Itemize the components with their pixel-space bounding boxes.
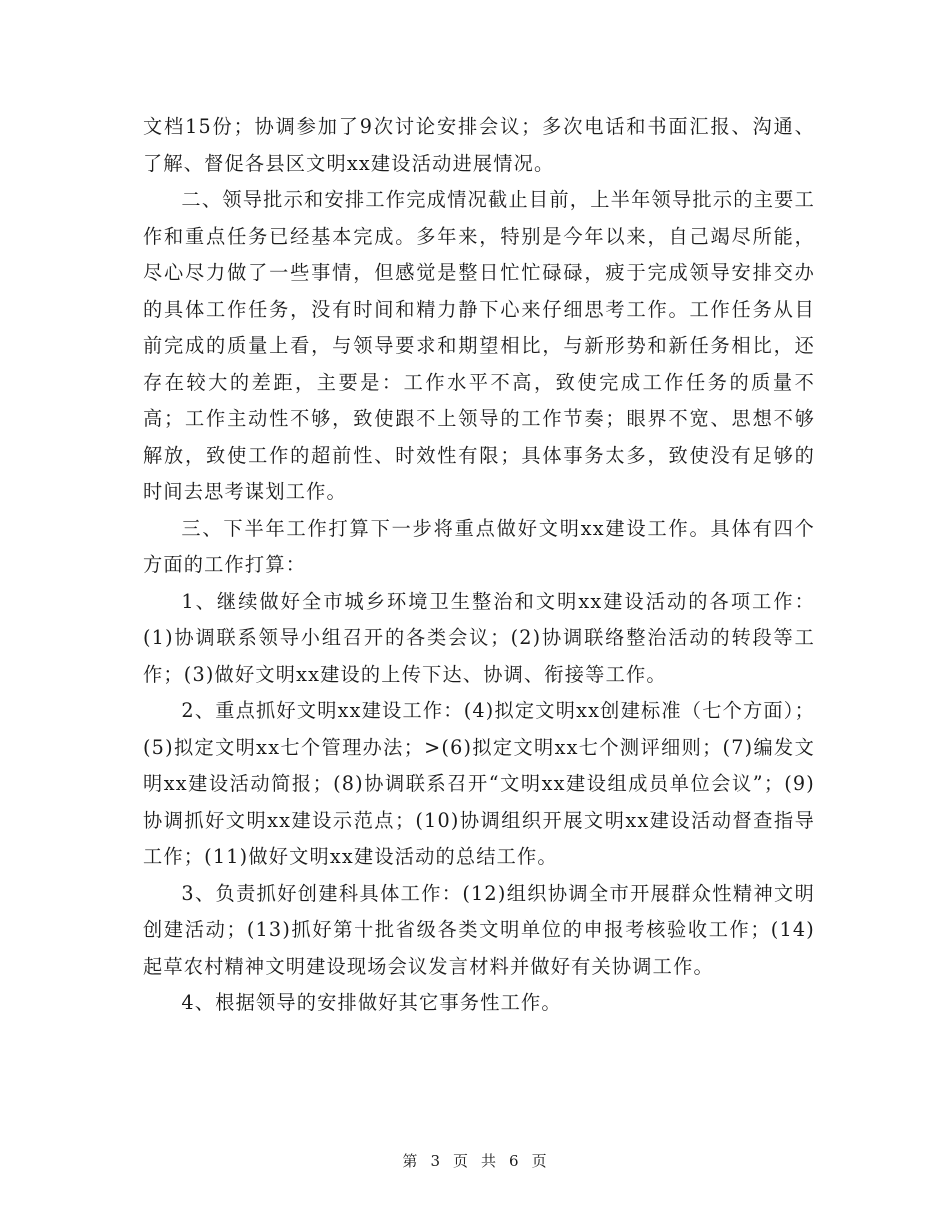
paragraph-item-three: 3、负责抓好创建科具体工作：(12)组织协调全市开展群众性精神文明创建活动；(13)抓好第十批省级各类文明单位的申报考核验收工作；(14)起草农村精神文明建设现场会议发言材料并做好有关协调工作。 <box>143 881 815 978</box>
paragraph-item-two: 2、重点抓好文明xx建设工作：(4)拟定文明xx创建标准（七个方面）；(5)拟定文明xx七个管理办法；>(6)拟定文明xx七个测评细则；(7)编发文明xx建设活动简报；(8)协调联系召开“文明xx建设组成员单位会议”；(9)协调抓好文明xx建设示范点；(10)协调组织开展文明xx建设活动督查指导工作；(11)做好文明xx建设活动的总结工作。 <box>143 699 815 868</box>
paragraph-section-three: 三、下半年工作打算下一步将重点做好文明xx建设工作。具体有四个方面的工作打算： <box>143 516 815 576</box>
footer-total-word: 共 <box>481 1152 498 1170</box>
paragraph-item-four: 4、根据领导的安排做好其它事务性工作。 <box>181 991 562 1014</box>
paragraph-item-one: 1、继续做好全市城乡环境卫生整治和文明xx建设活动的各项工作：(1)协调联系领导小组召开的各类会议；(2)协调联络整治活动的转段等工作；(3)做好文明xx建设的上传下达、协调、衔接等工作。 <box>143 589 815 686</box>
paragraph-continuation: 文档15份；协调参加了9次讨论安排会议；多次电话和书面汇报、沟通、了解、督促各县区文明xx建设活动进展情况。 <box>143 115 815 175</box>
footer-prefix: 第 <box>402 1152 419 1170</box>
footer-page-word: 页 <box>452 1152 469 1170</box>
document-body <box>143 109 815 1022</box>
footer-page-number: 3 <box>430 1152 441 1170</box>
paragraph-section-two: 二、领导批示和安排工作完成情况截止目前，上半年领导批示的主要工作和重点任务已经基本完成。多年来，特别是今年以来，自己竭尽所能，尽心尽力做了一些事情，但感觉是整日忙忙碌碌，疲于完成领导安排交办的具体工作任务，没有时间和精力静下心来仔细思考工作。工作任务从目前完成的质量上看，与领导要求和期望相比，与新形势和新任务相比，还存在较大的差距，主要是：工作水平不高，致使完成工作任务的质量不高；工作主动性不够，致使跟不上领导的工作节奏；眼界不宽、思想不够解放，致使工作的超前性、时效性有限；具体事务太多，致使没有足够的时间去思考谋划工作。 <box>143 188 815 503</box>
footer-suffix: 页 <box>531 1152 548 1170</box>
footer-total-pages: 6 <box>509 1152 520 1170</box>
page-footer <box>0 1150 950 1171</box>
